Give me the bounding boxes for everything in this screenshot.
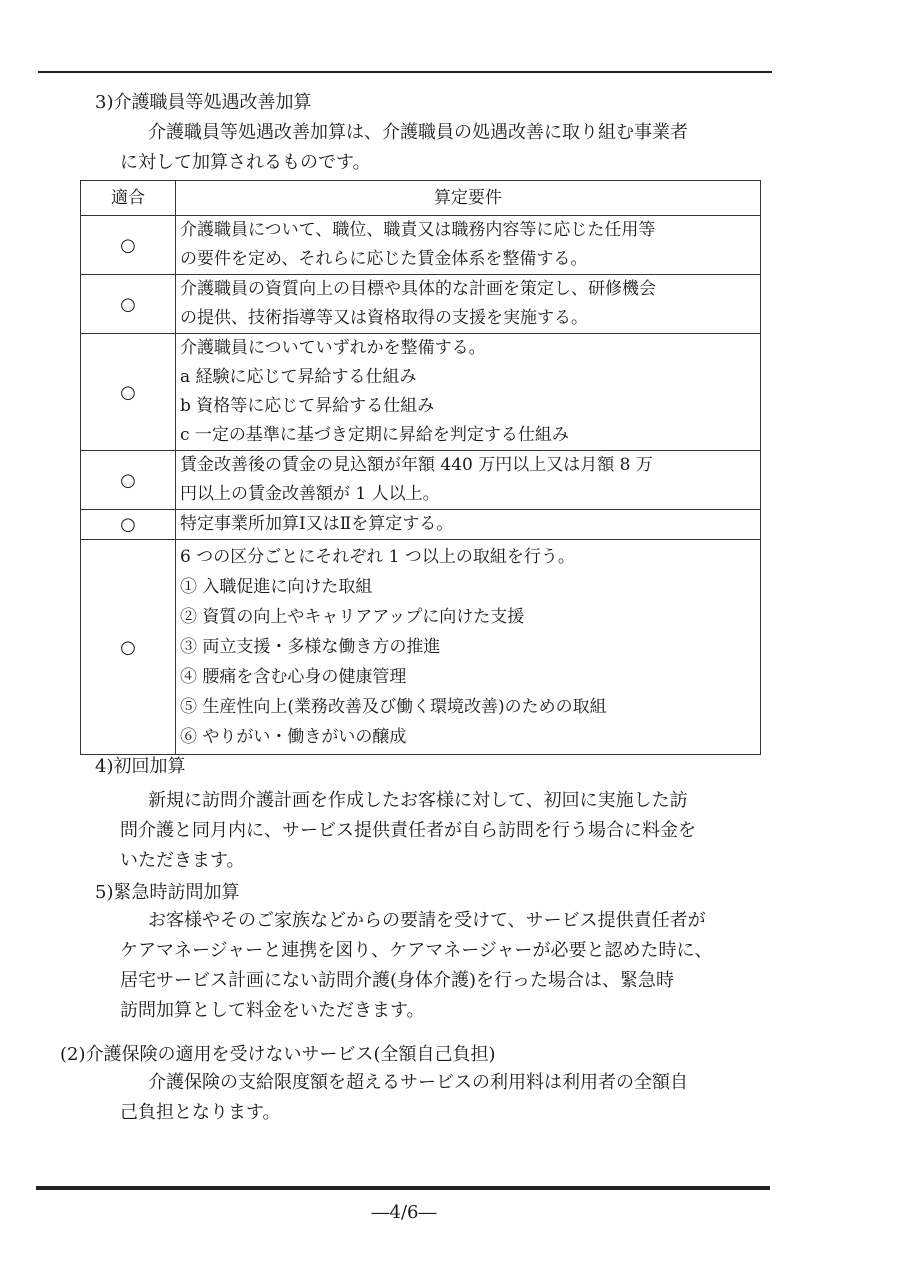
requirement-line: ② 資質の向上やキャリアアップに向けた支援 xyxy=(180,607,525,627)
requirement-text xyxy=(176,510,761,540)
requirement-text xyxy=(176,334,761,451)
page-number: ―4/6― xyxy=(371,1202,437,1223)
requirement-text xyxy=(176,216,761,275)
conformity-mark: ○ xyxy=(81,451,176,510)
section-4-line: 新規に訪問介護計画を作成したお客様に対して、初回に実施した訪 xyxy=(148,790,688,811)
section-5-line: 居宅サービス計画にない訪問介護(身体介護)を行った場合は、緊急時 xyxy=(120,970,675,991)
table-row xyxy=(81,451,761,510)
requirement-text xyxy=(176,540,761,755)
requirement-line: 介護職員の資質向上の目標や具体的な計画を策定し、研修機会 xyxy=(180,279,656,299)
section-5-heading: 5)緊急時訪問加算 xyxy=(95,882,240,903)
table-row xyxy=(81,216,761,275)
bottom-rule xyxy=(36,1186,770,1190)
requirement-line: ④ 腰痛を含む心身の健康管理 xyxy=(180,667,407,687)
section-4-line: 問介護と同月内に、サービス提供責任者が自ら訪問を行う場合に料金を xyxy=(120,820,696,841)
section-2-line: 己負担となります。 xyxy=(120,1102,281,1123)
table-row xyxy=(81,540,761,755)
conformity-mark: ○ xyxy=(81,334,176,451)
requirement-line: の提供、技術指導等又は資格取得の支援を実施する。 xyxy=(180,308,588,328)
table-row xyxy=(81,275,761,334)
requirement-line: ⑥ やりがい・働きがいの醸成 xyxy=(180,727,407,747)
requirement-line: 賃金改善後の賃金の見込額が年額 440 万円以上又は月額 8 万 xyxy=(180,455,653,475)
requirement-line: 円以上の賃金改善額が 1 人以上。 xyxy=(180,484,440,504)
section-2-body xyxy=(120,1068,768,1128)
requirement-line: a 経験に応じて昇給する仕組み xyxy=(180,367,417,387)
requirement-line: 介護職員について、職位、職責又は職務内容等に応じた任用等 xyxy=(180,220,656,240)
requirement-line: c 一定の基準に基づき定期に昇給を判定する仕組み xyxy=(180,425,569,445)
section-4-line: いただきます。 xyxy=(120,850,245,871)
conformity-mark: ○ xyxy=(81,216,176,275)
section-3-line: 介護職員等処遇改善加算は、介護職員の処遇改善に取り組む事業者 xyxy=(148,122,688,143)
requirement-line: 介護職員についていずれかを整備する。 xyxy=(180,338,486,358)
requirement-text xyxy=(176,275,761,334)
header-requirements: 算定要件 xyxy=(176,181,761,216)
requirement-line: ⑤ 生産性向上(業務改善及び働く環境改善)のための取組 xyxy=(180,697,607,717)
section-2-line: 介護保険の支給限度額を超えるサービスの利用料は利用者の全額自 xyxy=(148,1072,688,1093)
section-5-line: 訪問加算として料金をいただきます。 xyxy=(120,1000,425,1021)
conformity-mark: ○ xyxy=(81,540,176,755)
top-rule xyxy=(38,71,772,73)
section-5-line: ケアマネージャーと連携を図り、ケアマネージャーが必要と認めた時に、 xyxy=(120,940,713,961)
requirement-line: 6 つの区分ごとにそれぞれ 1 つ以上の取組を行う。 xyxy=(180,547,575,567)
requirement-line: 特定事業所加算Ⅰ又はⅡを算定する。 xyxy=(180,514,454,534)
requirement-line: ① 入職促進に向けた取組 xyxy=(180,577,373,597)
table-header-row xyxy=(81,181,761,216)
requirement-text xyxy=(176,451,761,510)
table-row xyxy=(81,510,761,540)
section-4-body xyxy=(120,786,768,876)
section-2-heading: (2)介護保険の適用を受けないサービス(全額自己負担) xyxy=(60,1044,496,1065)
requirement-line: の要件を定め、それらに応じた賃金体系を整備する。 xyxy=(180,249,588,269)
section-5-body xyxy=(120,906,768,1026)
requirements-table xyxy=(80,180,761,755)
section-3-line: に対して加算されるものです。 xyxy=(120,152,371,173)
header-conformity: 適合 xyxy=(81,181,176,216)
table-row xyxy=(81,334,761,451)
requirement-line: ③ 両立支援・多様な働き方の推進 xyxy=(180,637,441,657)
conformity-mark: ○ xyxy=(81,275,176,334)
conformity-mark: ○ xyxy=(81,510,176,540)
section-3-body xyxy=(120,118,768,178)
requirement-line: b 資格等に応じて昇給する仕組み xyxy=(180,396,435,416)
section-3-heading: 3)介護職員等処遇改善加算 xyxy=(95,92,312,113)
section-4-heading: 4)初回加算 xyxy=(95,756,186,777)
section-5-line: お客様やそのご家族などからの要請を受けて、サービス提供責任者が xyxy=(148,910,706,931)
